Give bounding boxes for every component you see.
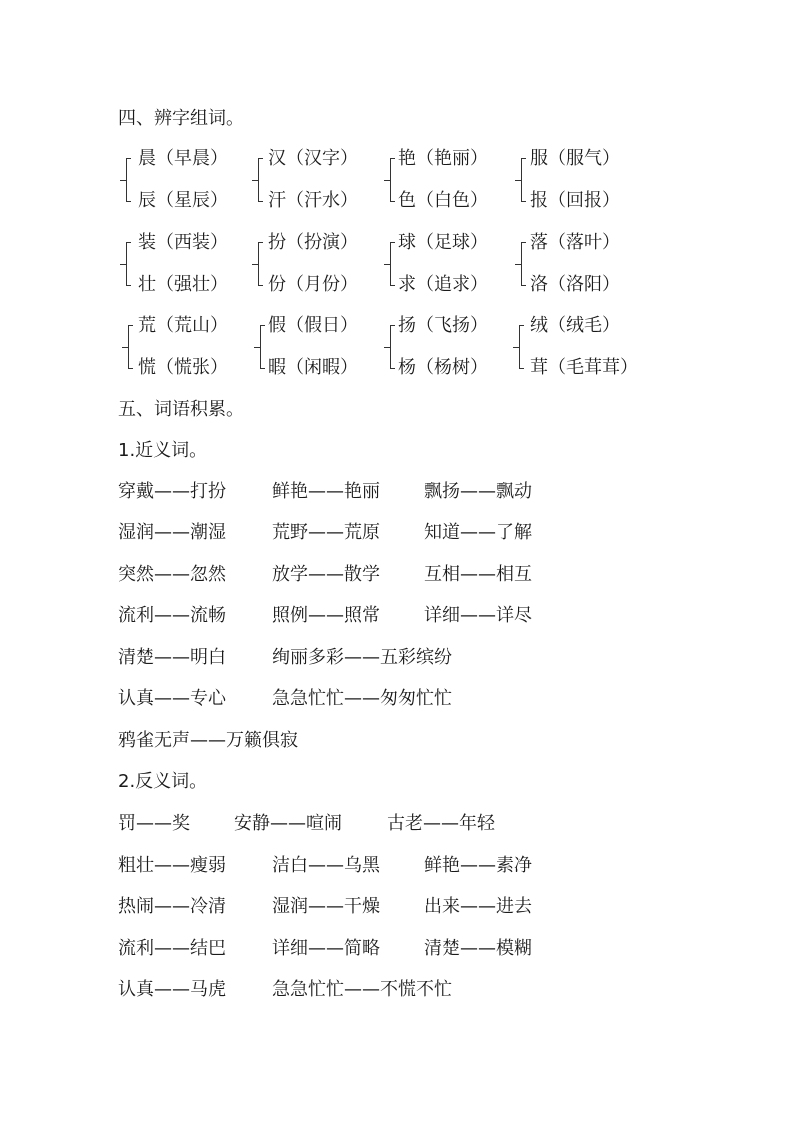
synonym-pair: 放学——散学 bbox=[272, 564, 380, 585]
group-9-bottom: 慌（慌张） bbox=[138, 357, 228, 378]
synonym-pair: 照例——照常 bbox=[272, 605, 380, 626]
group-2-top: 汉（汉字） bbox=[268, 148, 358, 169]
group-12-bottom: 茸（毛茸茸） bbox=[530, 357, 638, 378]
synonym-pair: 互相——相互 bbox=[424, 564, 532, 585]
bracket-icon bbox=[254, 325, 268, 369]
group-5-bottom: 壮（强壮） bbox=[138, 274, 228, 295]
bracket-icon bbox=[252, 158, 266, 202]
group-11-top: 扬（飞扬） bbox=[398, 315, 488, 336]
group-10-top: 假（假日） bbox=[268, 315, 358, 336]
group-4-top: 服（服气） bbox=[530, 148, 620, 169]
bracket-icon bbox=[513, 325, 527, 369]
group-8-top: 落（落叶） bbox=[530, 232, 620, 253]
group-3-bottom: 色（白色） bbox=[398, 190, 488, 211]
group-7-top: 球（足球） bbox=[398, 232, 488, 253]
bracket-icon bbox=[120, 242, 134, 286]
synonym-pair: 知道——了解 bbox=[424, 522, 532, 543]
antonym-pair: 热闹——冷清 bbox=[118, 896, 226, 917]
synonym-pair: 清楚——明白 bbox=[118, 647, 226, 668]
synonym-pair: 认真——专心 bbox=[118, 688, 226, 709]
antonym-pair: 出来——进去 bbox=[424, 896, 532, 917]
bracket-icon bbox=[384, 158, 398, 202]
synonym-pair: 绚丽多彩——五彩缤纷 bbox=[272, 647, 452, 668]
antonym-pair: 鲜艳——素净 bbox=[424, 855, 532, 876]
group-11-bottom: 杨（杨树） bbox=[398, 357, 488, 378]
synonym-pair: 流利——流畅 bbox=[118, 605, 226, 626]
antonym-pair: 古老——年轻 bbox=[387, 813, 495, 834]
synonym-pair: 急急忙忙——匆匆忙忙 bbox=[272, 688, 452, 709]
antonyms-title: 2.反义词。 bbox=[118, 771, 208, 792]
group-12-top: 绒（绒毛） bbox=[530, 315, 620, 336]
antonym-pair: 流利——结巴 bbox=[118, 938, 226, 959]
antonym-pair: 洁白——乌黑 bbox=[272, 855, 380, 876]
group-10-bottom: 暇（闲暇） bbox=[268, 357, 358, 378]
synonym-pair: 荒野——荒原 bbox=[272, 522, 380, 543]
group-1-bottom: 辰（星辰） bbox=[138, 190, 228, 211]
synonym-pair: 飘扬——飘动 bbox=[424, 481, 532, 502]
bracket-icon bbox=[122, 325, 136, 369]
section-4-title: 四、辨字组词。 bbox=[118, 108, 244, 129]
group-2-bottom: 汗（汗水） bbox=[268, 190, 358, 211]
bracket-icon bbox=[120, 158, 134, 202]
antonym-pair: 清楚——模糊 bbox=[424, 938, 532, 959]
group-3-top: 艳（艳丽） bbox=[398, 148, 488, 169]
bracket-icon bbox=[384, 242, 398, 286]
antonym-pair: 粗壮——瘦弱 bbox=[118, 855, 226, 876]
antonym-pair: 安静——喧闹 bbox=[234, 813, 342, 834]
synonyms-title: 1.近义词。 bbox=[118, 440, 208, 461]
group-4-bottom: 报（回报） bbox=[530, 190, 620, 211]
antonym-pair: 湿润——干燥 bbox=[272, 896, 380, 917]
group-9-top: 荒（荒山） bbox=[138, 315, 228, 336]
synonym-pair: 详细——详尽 bbox=[424, 605, 532, 626]
section-5-title: 五、词语积累。 bbox=[118, 399, 244, 420]
synonym-pair: 穿戴——打扮 bbox=[118, 481, 226, 502]
group-7-bottom: 求（追求） bbox=[398, 274, 488, 295]
synonym-pair: 鸦雀无声——万籁俱寂 bbox=[118, 730, 298, 751]
antonym-pair: 认真——马虎 bbox=[118, 979, 226, 1000]
synonym-pair: 湿润——潮湿 bbox=[118, 522, 226, 543]
bracket-icon bbox=[252, 242, 266, 286]
bracket-icon bbox=[515, 158, 529, 202]
antonym-pair: 详细——简略 bbox=[272, 938, 380, 959]
group-6-top: 扮（扮演） bbox=[268, 232, 358, 253]
bracket-icon bbox=[384, 325, 398, 369]
synonym-pair: 突然——忽然 bbox=[118, 564, 226, 585]
group-1-top: 晨（早晨） bbox=[138, 148, 228, 169]
group-6-bottom: 份（月份） bbox=[268, 274, 358, 295]
group-5-top: 装（西装） bbox=[138, 232, 228, 253]
synonym-pair: 鲜艳——艳丽 bbox=[272, 481, 380, 502]
bracket-icon bbox=[515, 242, 529, 286]
antonym-pair: 罚——奖 bbox=[118, 813, 190, 834]
group-8-bottom: 洛（洛阳） bbox=[530, 274, 620, 295]
antonym-pair: 急急忙忙——不慌不忙 bbox=[272, 979, 452, 1000]
